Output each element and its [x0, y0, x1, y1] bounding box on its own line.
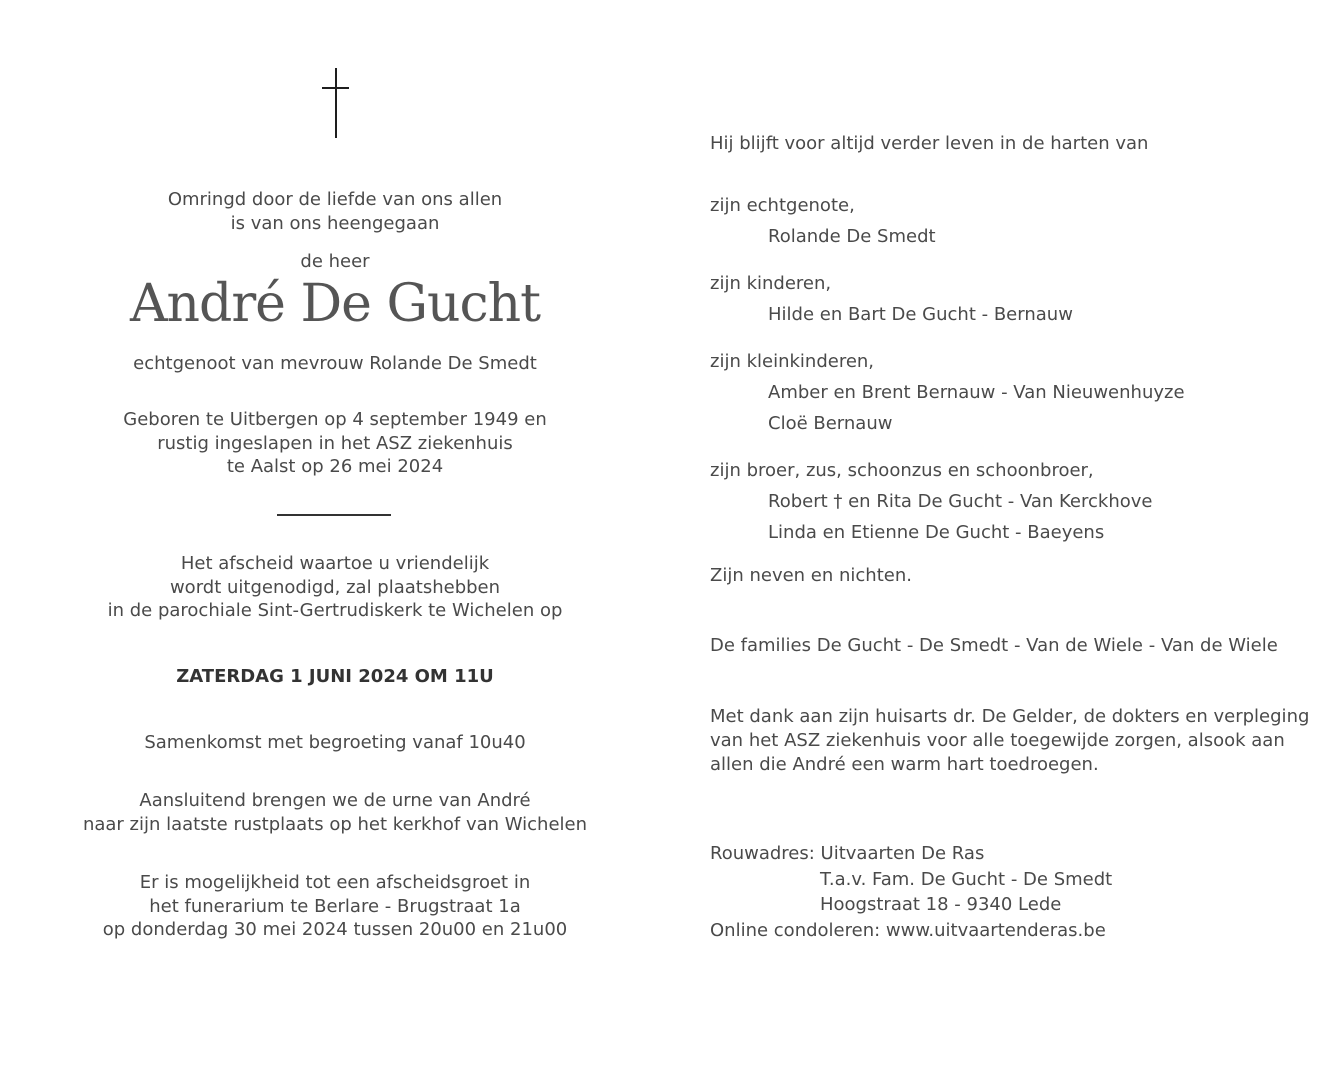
grandchildren-section — [710, 346, 1185, 439]
deceased-name: André De Gucht — [129, 274, 541, 334]
cousins-line: Zijn neven en nichten. — [710, 565, 912, 586]
spouse-heading: zijn echtgenote, — [710, 195, 855, 216]
gathering-text — [60, 731, 610, 755]
address-block — [710, 841, 1112, 943]
spouse-line-text: echtgenoot van mevrouw Rolande De Smedt — [133, 353, 537, 374]
thanks-line-1: Met dank aan zijn huisarts dr. De Gelder, de dokters en verpleging — [710, 706, 1310, 727]
thanks-text — [710, 705, 1309, 777]
remembrance-intro — [710, 132, 1148, 156]
divider-line — [277, 514, 391, 516]
spouse-name: Rolande De Smedt — [768, 226, 936, 247]
grandchild-entry: Amber en Brent Bernauw - Van Nieuwenhuyze — [768, 382, 1185, 403]
spouse-section — [710, 190, 936, 252]
intro-text — [60, 188, 610, 235]
urn-line-1: Aansluitend brengen we de urne van André — [139, 790, 531, 811]
viewing-line-3: op donderdag 30 mei 2024 tussen 20u00 en 21u00 — [102, 919, 568, 940]
birth-line-1: Geboren te Uitbergen op 4 september 1949 en — [123, 409, 547, 430]
funeral-date — [60, 665, 610, 689]
title-prefix-text: de heer — [300, 251, 370, 272]
siblings-section — [710, 455, 1152, 548]
spouse-line — [60, 352, 610, 376]
urn-text — [60, 789, 610, 836]
siblings-heading: zijn broer, zus, schoonzus en schoonbroer, — [710, 460, 1094, 481]
birth-line-3: te Aalst op 26 mei 2024 — [226, 456, 444, 477]
thanks-line-2: van het ASZ ziekenhuis voor alle toegewijde zorgen, alsook aan — [710, 730, 1285, 751]
online-condolence-link[interactable]: Online condoleren: www.uitvaartenderas.be — [710, 919, 1106, 941]
intro-line-1: Omringd door de liefde van ons allen — [167, 189, 503, 210]
cousins-text — [710, 564, 912, 588]
sibling-entry: Robert † en Rita De Gucht - Van Kerckhove — [768, 491, 1153, 512]
gathering-line: Samenkomst met begroeting vanaf 10u40 — [144, 732, 526, 753]
sibling-entry: Linda en Etienne De Gucht - Baeyens — [768, 522, 1105, 543]
farewell-line-1: Het afscheid waartoe u vriendelijk — [180, 553, 490, 574]
farewell-text — [60, 552, 610, 623]
remembrance-intro-text: Hij blijft voor altijd verder leven in de harten van — [710, 133, 1149, 154]
address-line-2: Hoogstraat 18 - 9340 Lede — [820, 894, 1062, 915]
cross-icon — [322, 68, 350, 138]
grandchildren-heading: zijn kleinkinderen, — [710, 351, 875, 372]
viewing-line-1: Er is mogelijkheid tot een afscheidsgroet in — [139, 872, 531, 893]
funeral-date-text: ZATERDAG 1 JUNI 2024 OM 11U — [176, 666, 494, 687]
urn-line-2: naar zijn laatste rustplaats op het kerkhof van Wichelen — [82, 813, 588, 835]
birth-line-2: rustig ingeslapen in het ASZ ziekenhuis — [157, 432, 513, 454]
children-section — [710, 268, 1073, 330]
birth-death-text — [60, 408, 610, 479]
grandchild-entry: Cloë Bernauw — [768, 413, 893, 434]
viewing-text — [60, 871, 610, 942]
viewing-line-2: het funerarium te Berlare - Brugstraat 1a — [149, 895, 521, 917]
child-entry: Hilde en Bart De Gucht - Bernauw — [768, 304, 1073, 325]
children-heading: zijn kinderen, — [710, 273, 832, 294]
thanks-line-3: allen die André een warm hart toedroegen. — [710, 754, 1099, 775]
farewell-line-3: in de parochiale Sint-Gertrudiskerk te Wichelen op — [107, 600, 563, 621]
families-line: De families De Gucht - De Smedt - Van de Wiele - Van de Wiele — [710, 635, 1278, 656]
address-label: Rouwadres: Uitvaarten De Ras — [710, 843, 985, 864]
farewell-line-2: wordt uitgenodigd, zal plaatshebben — [169, 576, 501, 598]
address-line-1: T.a.v. Fam. De Gucht - De Smedt — [820, 868, 1113, 890]
intro-line-2: is van ons heengegaan — [230, 212, 440, 234]
families-text — [710, 634, 1278, 658]
